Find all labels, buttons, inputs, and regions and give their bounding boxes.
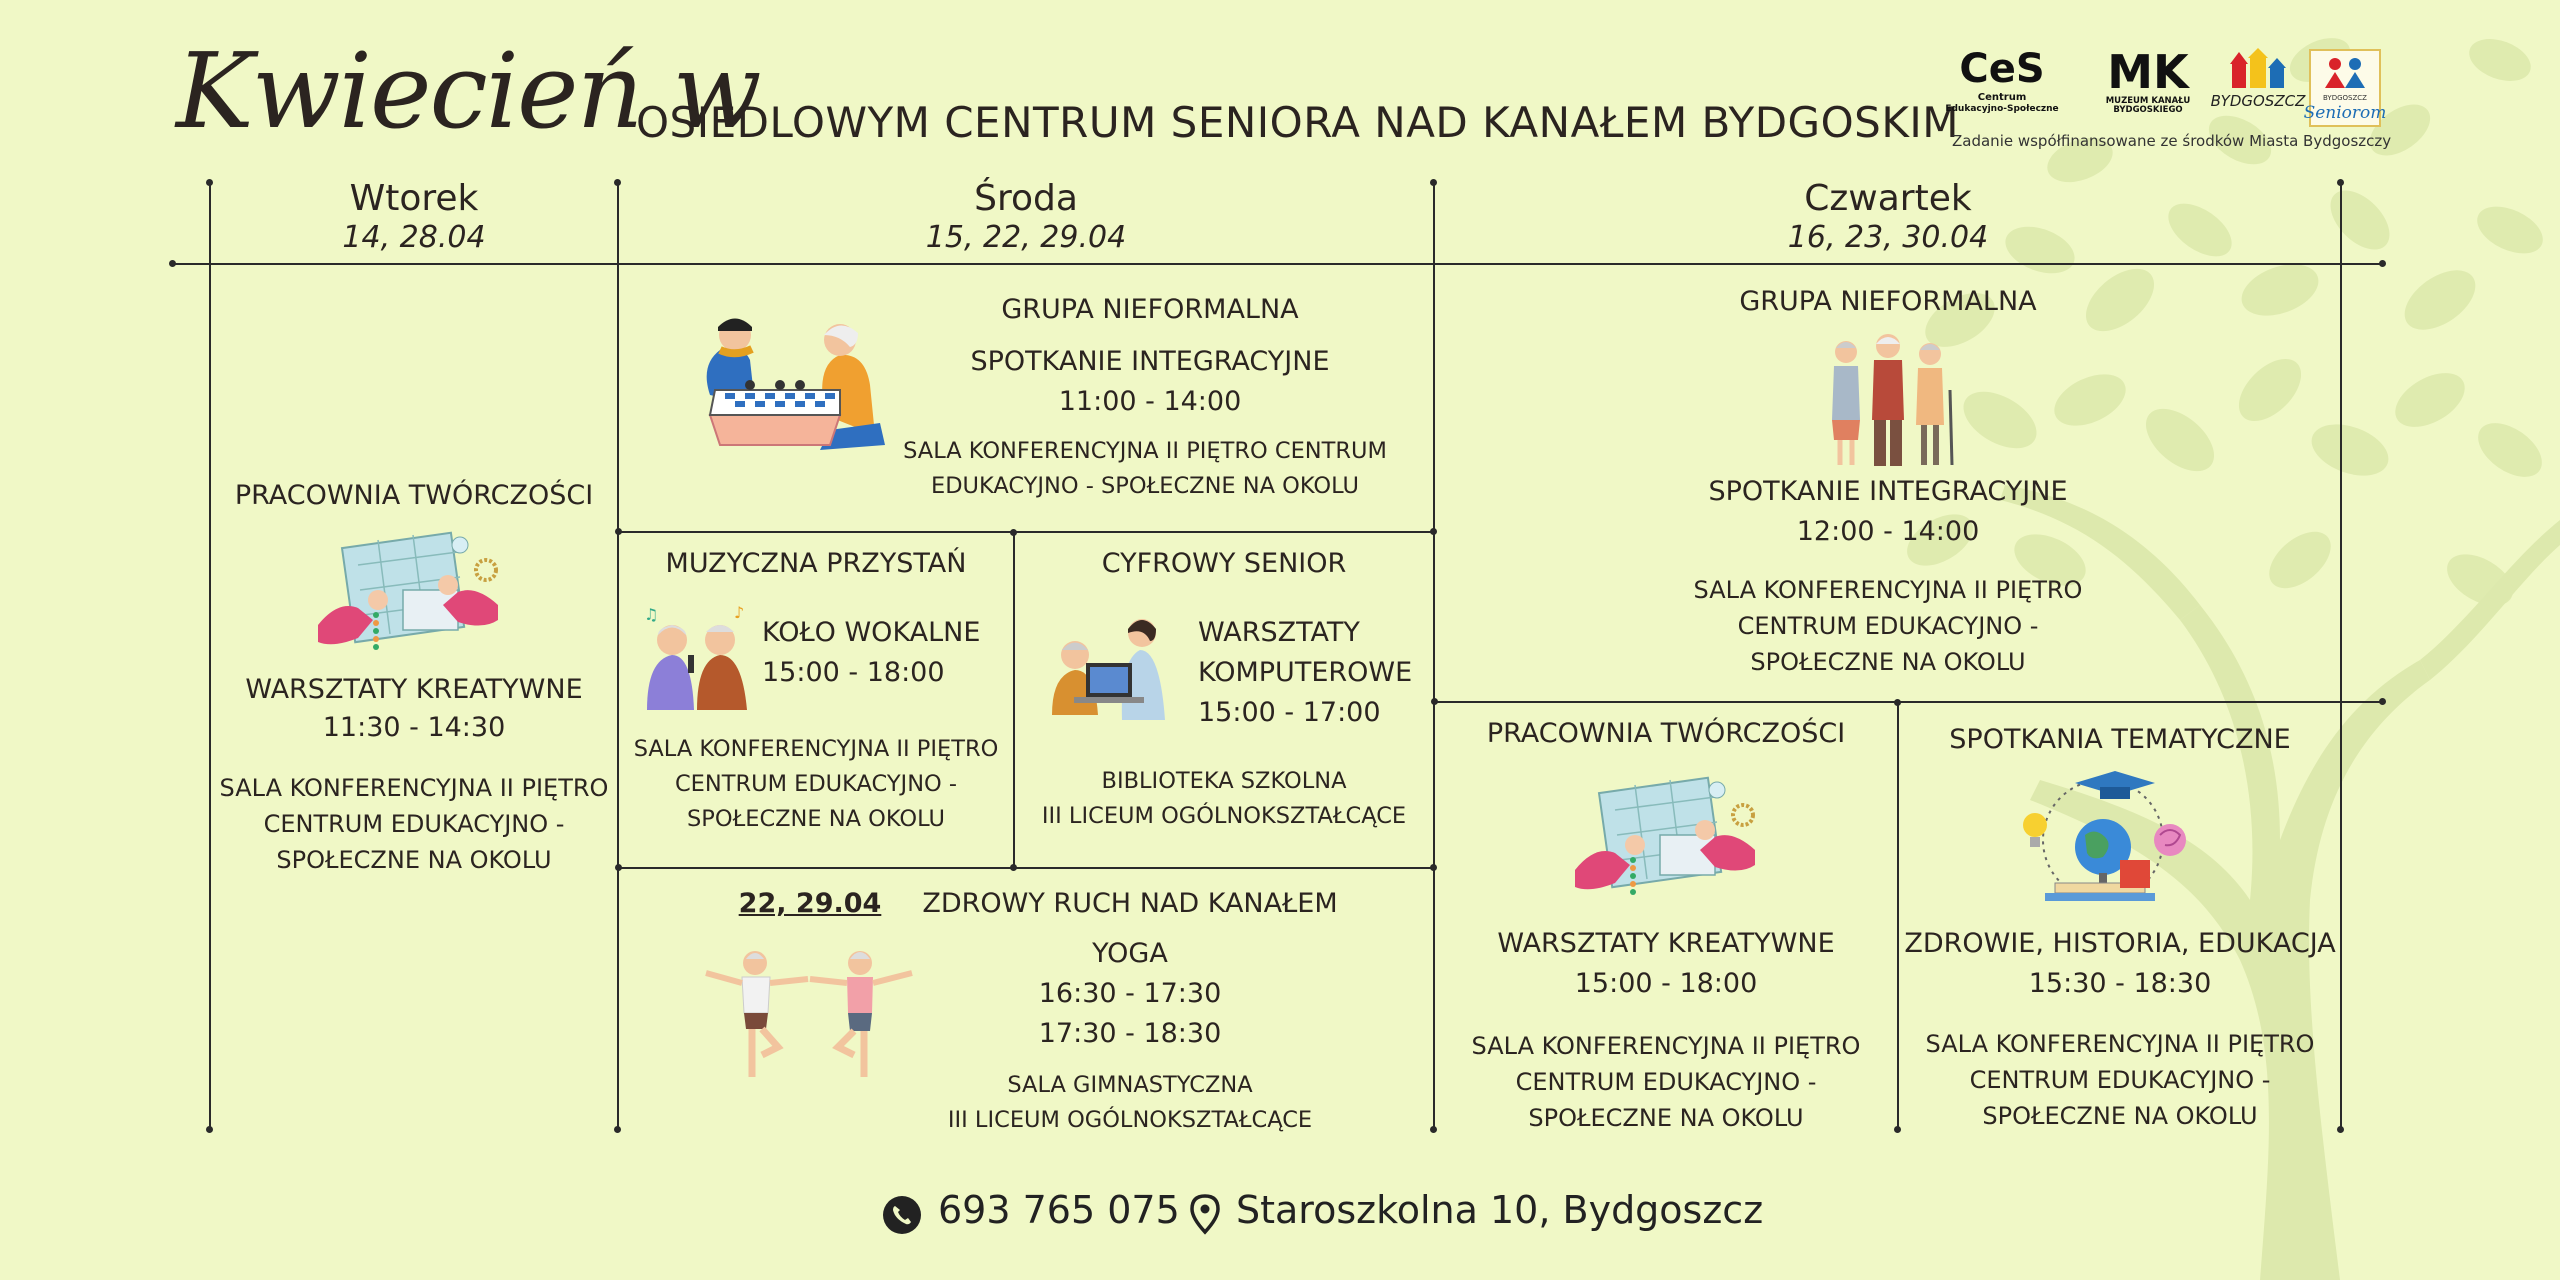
location-pin-icon xyxy=(1190,1194,1220,1234)
phone-number[interactable]: 693 765 075 xyxy=(938,1188,1180,1232)
day-thursday: Czwartek xyxy=(1804,178,1972,219)
svg-text:♪: ♪ xyxy=(734,603,745,622)
address: Staroszkolna 10, Bydgoszcz xyxy=(1236,1188,1764,1232)
wed-digital-place xyxy=(1015,764,1433,834)
thu-craft-place-line: SALA KONFERENCYJNA II PIĘTRO xyxy=(1471,1032,1861,1060)
thu-group-subtitle: SPOTKANIE INTEGRACYJNE xyxy=(1708,476,2068,507)
tue-place-line: SALA KONFERENCYJNA II PIĘTRO xyxy=(219,774,609,802)
wed-music-subtitle: KOŁO WOKALNE xyxy=(762,617,981,648)
thu-topic-place xyxy=(1898,1026,2342,1134)
tue-place xyxy=(210,770,618,878)
day-tuesday-dates: 14, 28.04 xyxy=(342,220,486,255)
wed-music-time: 15:00 - 18:00 xyxy=(762,657,945,688)
tue-place-line: CENTRUM EDUKACYJNO - xyxy=(263,810,565,838)
seniors-group-illustration-icon xyxy=(1818,330,1958,470)
wed-group-subtitle: SPOTKANIE INTEGRACYJNE xyxy=(970,346,1330,377)
wed-music-title: MUZYCZNA PRZYSTAŃ xyxy=(665,548,967,579)
wed-music-place xyxy=(618,732,1014,837)
wed-music-place-line: SALA KONFERENCYJNA II PIĘTRO xyxy=(633,736,999,762)
wed-group-time: 11:00 - 14:00 xyxy=(1058,386,1242,417)
thu-group-time: 12:00 - 14:00 xyxy=(1796,516,1980,547)
grid-dot xyxy=(1430,864,1437,871)
mk-logo xyxy=(2106,48,2191,115)
wed-music-place-line: CENTRUM EDUKACYJNO - xyxy=(674,770,958,797)
wed-group-place-line: EDUKACYJNO - SPOŁECZNE NA OKOLU xyxy=(931,472,1359,499)
ces-logo-text: CeS xyxy=(1959,48,2045,92)
tue-place-line: SPOŁECZNE NA OKOLU xyxy=(276,846,552,874)
wed-group-place xyxy=(860,434,1430,504)
thu-topic-subtitle: ZDROWIE, HISTORIA, EDUKACJA xyxy=(1904,928,2336,959)
grid-dot xyxy=(1010,529,1017,536)
mk-logo-text: MK xyxy=(2107,48,2189,99)
wed-music-place-line: SPOŁECZNE NA OKOLU xyxy=(687,805,945,832)
crafting-illustration-icon xyxy=(318,530,498,660)
ces-logo-sub1: Centrum xyxy=(1977,92,2027,103)
wed-yoga-title: ZDROWY RUCH NAD KANAŁEM xyxy=(922,888,1338,919)
svg-text:♫: ♫ xyxy=(644,605,659,624)
thu-group-place xyxy=(1434,572,2342,680)
tue-title: PRACOWNIA TWÓRCZOŚCI xyxy=(234,480,594,511)
day-wednesday: Środa xyxy=(974,178,1078,219)
thu-topic-title: SPOTKANIA TEMATYCZNE xyxy=(1949,724,2291,755)
day-wednesday-dates: 15, 22, 29.04 xyxy=(925,220,1127,255)
divider-dot xyxy=(169,260,176,267)
grid-line xyxy=(209,182,211,1130)
seniorom-logo-top: BYDGOSZCZ xyxy=(2323,94,2367,102)
thu-group-place-line: CENTRUM EDUKACYJNO - xyxy=(1737,612,2039,640)
grid-line xyxy=(1434,701,2382,703)
thu-craft-place-line: CENTRUM EDUKACYJNO - xyxy=(1515,1068,1817,1096)
computer-seniors-illustration-icon xyxy=(1050,605,1170,725)
day-thursday-dates: 16, 23, 30.04 xyxy=(1787,220,1989,255)
mk-logo-sub1: MUZEUM KANAŁU xyxy=(2105,96,2191,106)
thu-topic-place-line: CENTRUM EDUKACYJNO - xyxy=(1969,1066,2271,1094)
grid-dot xyxy=(614,1126,621,1133)
wed-yoga-subtitle: YOGA xyxy=(1092,938,1168,969)
grid-dot xyxy=(206,1126,213,1133)
thu-topic-place-line: SALA KONFERENCYJNA II PIĘTRO xyxy=(1925,1030,2315,1058)
wed-digital-time: 15:00 - 17:00 xyxy=(1198,697,1381,728)
seniorom-logo xyxy=(2304,50,2387,126)
wed-yoga-time-1: 16:30 - 17:30 xyxy=(1038,978,1222,1009)
grid-dot xyxy=(1894,699,1901,706)
tue-time: 11:30 - 14:30 xyxy=(322,712,506,743)
thu-craft-title: PRACOWNIA TWÓRCZOŚCI xyxy=(1486,718,1846,749)
bydgoszcz-logo xyxy=(2211,48,2306,110)
education-illustration-icon xyxy=(2015,765,2190,910)
funding-note: Zadanie współfinansowane ze środków Miasta Bydgoszczy xyxy=(1952,132,2392,150)
wed-yoga-place xyxy=(910,1068,1350,1138)
thu-craft-place-line: SPOŁECZNE NA OKOLU xyxy=(1528,1104,1804,1132)
thu-topic-place-line: SPOŁECZNE NA OKOLU xyxy=(1982,1102,2258,1130)
ces-logo xyxy=(1945,48,2058,114)
grid-line xyxy=(618,867,1434,869)
grid-dot xyxy=(1431,698,1438,705)
divider-dot xyxy=(2379,260,2386,267)
yoga-seniors-illustration-icon xyxy=(700,945,920,1085)
partner-logos xyxy=(1940,48,2390,134)
wed-digital-place-line: BIBLIOTEKA SZKOLNA xyxy=(1101,768,1347,794)
wed-digital-subtitle-1: WARSZTATY xyxy=(1198,617,1360,648)
script-title: Kwiecień w xyxy=(176,30,760,152)
singing-seniors-illustration-icon xyxy=(642,600,752,715)
ces-logo-sub2: Edukacyjno-Społeczne xyxy=(1945,104,2059,114)
phone-icon xyxy=(882,1195,922,1235)
bydgoszcz-logo-text: BYDGOSZCZ xyxy=(2210,92,2306,110)
thu-group-title: GRUPA NIEFORMALNA xyxy=(1739,286,2037,317)
grid-dot xyxy=(615,528,622,535)
seniorom-logo-text: Seniorom xyxy=(2303,103,2387,123)
day-tuesday: Wtorek xyxy=(349,178,479,219)
thu-group-place-line: SALA KONFERENCYJNA II PIĘTRO xyxy=(1693,576,2083,604)
thu-craft-place xyxy=(1434,1028,1898,1136)
mk-logo-sub2: BYDGOSKIEGO xyxy=(2113,105,2183,115)
wed-yoga-dates: 22, 29.04 xyxy=(738,888,882,919)
wed-yoga-time-2: 17:30 - 18:30 xyxy=(1038,1018,1222,1049)
tue-subtitle: WARSZTATY KREATYWNE xyxy=(245,674,583,705)
thu-group-place-line: SPOŁECZNE NA OKOLU xyxy=(1750,648,2026,676)
page-title: OSIEDLOWYM CENTRUM SENIORA NAD KANAŁEM BYDGOSKIM xyxy=(636,98,1959,147)
thu-craft-time: 15:00 - 18:00 xyxy=(1574,968,1758,999)
thu-craft-subtitle: WARSZTATY KREATYWNE xyxy=(1497,928,1835,959)
chess-seniors-illustration-icon xyxy=(690,305,890,455)
wed-yoga-place-line: SALA GIMNASTYCZNA xyxy=(1007,1072,1253,1098)
grid-dot xyxy=(1010,864,1017,871)
wed-yoga-place-line: III LICEUM OGÓLNOKSZTAŁCĄCE xyxy=(947,1106,1313,1133)
grid-dot xyxy=(2379,698,2386,705)
grid-line xyxy=(618,531,1434,533)
wed-digital-title: CYFROWY SENIOR xyxy=(1101,548,1347,579)
wed-digital-place-line: III LICEUM OGÓLNOKSZTAŁCĄCE xyxy=(1041,802,1407,829)
crafting-illustration-icon xyxy=(1575,775,1755,905)
wed-group-title: GRUPA NIEFORMALNA xyxy=(1001,294,1299,325)
grid-line xyxy=(617,182,619,1130)
wed-digital-subtitle-2: KOMPUTEROWE xyxy=(1198,657,1413,688)
thu-topic-time: 15:30 - 18:30 xyxy=(2028,968,2212,999)
header-divider xyxy=(172,263,2382,265)
wed-group-place-line: SALA KONFERENCYJNA II PIĘTRO CENTRUM xyxy=(903,438,1387,464)
